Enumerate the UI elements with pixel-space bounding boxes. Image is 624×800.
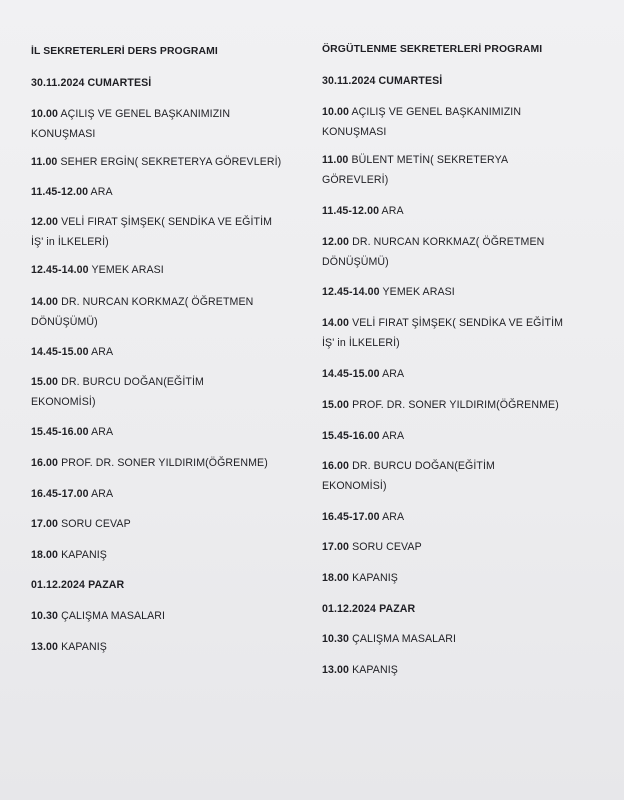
right-activity: ARA — [382, 511, 405, 523]
left-schedule-item — [31, 514, 321, 534]
right-schedule-item — [322, 201, 612, 221]
left-activity-cont: EKONOMİSİ) — [31, 396, 96, 408]
left-schedule-item — [31, 212, 321, 252]
right-time: 14.00 — [322, 317, 350, 329]
right-schedule-item — [322, 282, 612, 302]
right-schedule-item — [322, 395, 612, 415]
left-date-sunday-text: 01.12.2024 PAZAR — [31, 579, 125, 591]
right-schedule-item — [322, 507, 612, 527]
right-activity: ARA — [381, 205, 404, 217]
right-schedule-item — [322, 102, 612, 142]
left-time: 11.45-12.00 — [31, 186, 89, 198]
left-schedule-item — [31, 422, 321, 442]
left-activity: SORU CEVAP — [61, 518, 131, 530]
left-schedule-item — [31, 372, 321, 412]
right-time: 13.00 — [322, 664, 350, 676]
left-activity: ÇALIŞMA MASALARI — [61, 610, 166, 622]
right-activity: VELİ FIRAT ŞİMŞEK( SENDİKA VE EĞİTİM — [352, 317, 564, 329]
right-activity: PROF. DR. SONER YILDIRIM(ÖĞRENME) — [352, 399, 559, 411]
right-activity-cont: İŞ' in İLKELERİ) — [322, 337, 400, 349]
right-time: 11.00 — [322, 154, 349, 166]
left-time: 11.00 — [31, 156, 58, 168]
right-time: 11.45-12.00 — [322, 205, 380, 217]
right-time: 18.00 — [322, 572, 350, 584]
left-activity: DR. BURCU DOĞAN(EĞİTİM — [61, 376, 204, 388]
left-date-saturday — [31, 73, 321, 93]
left-activity: VELİ FIRAT ŞİMŞEK( SENDİKA VE EĞİTİM — [61, 216, 273, 228]
right-schedule-item — [322, 313, 612, 353]
left-schedule-item — [31, 152, 321, 172]
left-schedule-item — [31, 484, 321, 504]
left-activity-cont: KONUŞMASI — [31, 128, 96, 140]
right-time: 14.45-15.00 — [322, 368, 380, 380]
left-time: 13.00 — [31, 641, 59, 653]
right-time: 17.00 — [322, 541, 350, 553]
right-schedule-item — [322, 456, 612, 496]
right-time: 10.00 — [322, 106, 350, 118]
right-time: 10.30 — [322, 633, 350, 645]
right-activity: DR. BURCU DOĞAN(EĞİTİM — [352, 460, 495, 472]
right-date-saturday-text: 30.11.2024 CUMARTESİ — [322, 75, 443, 87]
left-activity: AÇILIŞ VE GENEL BAŞKANIMIZIN — [60, 108, 231, 120]
left-activity: ARA — [91, 488, 114, 500]
left-activity-cont: DÖNÜŞÜMÜ) — [31, 316, 98, 328]
right-time: 12.00 — [322, 236, 350, 248]
right-activity-cont: DÖNÜŞÜMÜ) — [322, 256, 389, 268]
right-activity: KAPANIŞ — [352, 572, 398, 584]
left-schedule-item — [31, 182, 321, 202]
right-activity: KAPANIŞ — [352, 664, 398, 676]
right-date-sunday — [322, 599, 612, 619]
right-date-sunday-text: 01.12.2024 PAZAR — [322, 603, 416, 615]
right-schedule-item — [322, 426, 612, 446]
right-schedule-item — [322, 364, 612, 384]
left-activity: SEHER ERGİN( SEKRETERYA GÖREVLERİ) — [60, 156, 282, 168]
left-activity: ARA — [90, 186, 113, 198]
right-time: 15.00 — [322, 399, 350, 411]
left-time: 17.00 — [31, 518, 59, 530]
left-date-sunday — [31, 575, 321, 595]
right-time: 12.45-14.00 — [322, 286, 380, 298]
left-schedule-item — [31, 453, 321, 473]
left-activity: ARA — [91, 426, 114, 438]
right-date-saturday — [322, 71, 612, 91]
right-schedule-item — [322, 537, 612, 557]
left-program-title: İL SEKRETERLERİ DERS PROGRAMI — [31, 46, 218, 57]
right-activity: YEMEK ARASI — [382, 286, 455, 298]
left-time: 14.00 — [31, 296, 59, 308]
left-activity-cont: İŞ' in İLKELERİ) — [31, 236, 109, 248]
left-time: 16.00 — [31, 457, 59, 469]
left-time: 16.45-17.00 — [31, 488, 89, 500]
right-time: 15.45-16.00 — [322, 430, 380, 442]
left-schedule-item — [31, 292, 321, 332]
right-activity: ÇALIŞMA MASALARI — [352, 633, 457, 645]
left-time: 10.00 — [31, 108, 59, 120]
left-schedule-item — [31, 545, 321, 565]
right-schedule-item — [322, 568, 612, 588]
left-schedule-item — [31, 637, 321, 657]
left-activity: YEMEK ARASI — [91, 264, 164, 276]
right-schedule-item — [322, 660, 612, 680]
right-activity-cont: KONUŞMASI — [322, 126, 387, 138]
right-schedule-item — [322, 150, 612, 190]
right-time: 16.00 — [322, 460, 350, 472]
left-time: 15.00 — [31, 376, 59, 388]
right-schedule-item — [322, 232, 612, 272]
right-activity-cont: GÖREVLERİ) — [322, 174, 389, 186]
left-time: 15.45-16.00 — [31, 426, 89, 438]
left-schedule-item — [31, 606, 321, 626]
right-activity: DR. NURCAN KORKMAZ( ÖĞRETMEN — [352, 236, 545, 248]
right-activity: ARA — [382, 368, 405, 380]
right-time: 16.45-17.00 — [322, 511, 380, 523]
left-schedule-item — [31, 342, 321, 362]
left-time: 12.00 — [31, 216, 59, 228]
left-time: 18.00 — [31, 549, 59, 561]
right-activity: ARA — [382, 430, 405, 442]
right-schedule-item — [322, 629, 612, 649]
right-activity: SORU CEVAP — [352, 541, 422, 553]
left-activity: KAPANIŞ — [61, 549, 107, 561]
right-activity: BÜLENT METİN( SEKRETERYA — [351, 154, 509, 166]
right-activity-cont: EKONOMİSİ) — [322, 480, 387, 492]
right-program-title: ÖRGÜTLENME SEKRETERLERİ PROGRAMI — [322, 44, 543, 55]
right-activity: AÇILIŞ VE GENEL BAŞKANIMIZIN — [351, 106, 522, 118]
left-time: 12.45-14.00 — [31, 264, 89, 276]
left-activity: PROF. DR. SONER YILDIRIM(ÖĞRENME) — [61, 457, 268, 469]
left-activity: DR. NURCAN KORKMAZ( ÖĞRETMEN — [61, 296, 254, 308]
left-time: 14.45-15.00 — [31, 346, 89, 358]
left-activity: ARA — [91, 346, 114, 358]
left-date-saturday-text: 30.11.2024 CUMARTESİ — [31, 77, 152, 89]
left-activity: KAPANIŞ — [61, 641, 107, 653]
left-time: 10.30 — [31, 610, 59, 622]
left-schedule-item — [31, 104, 321, 144]
left-schedule-item — [31, 260, 321, 280]
